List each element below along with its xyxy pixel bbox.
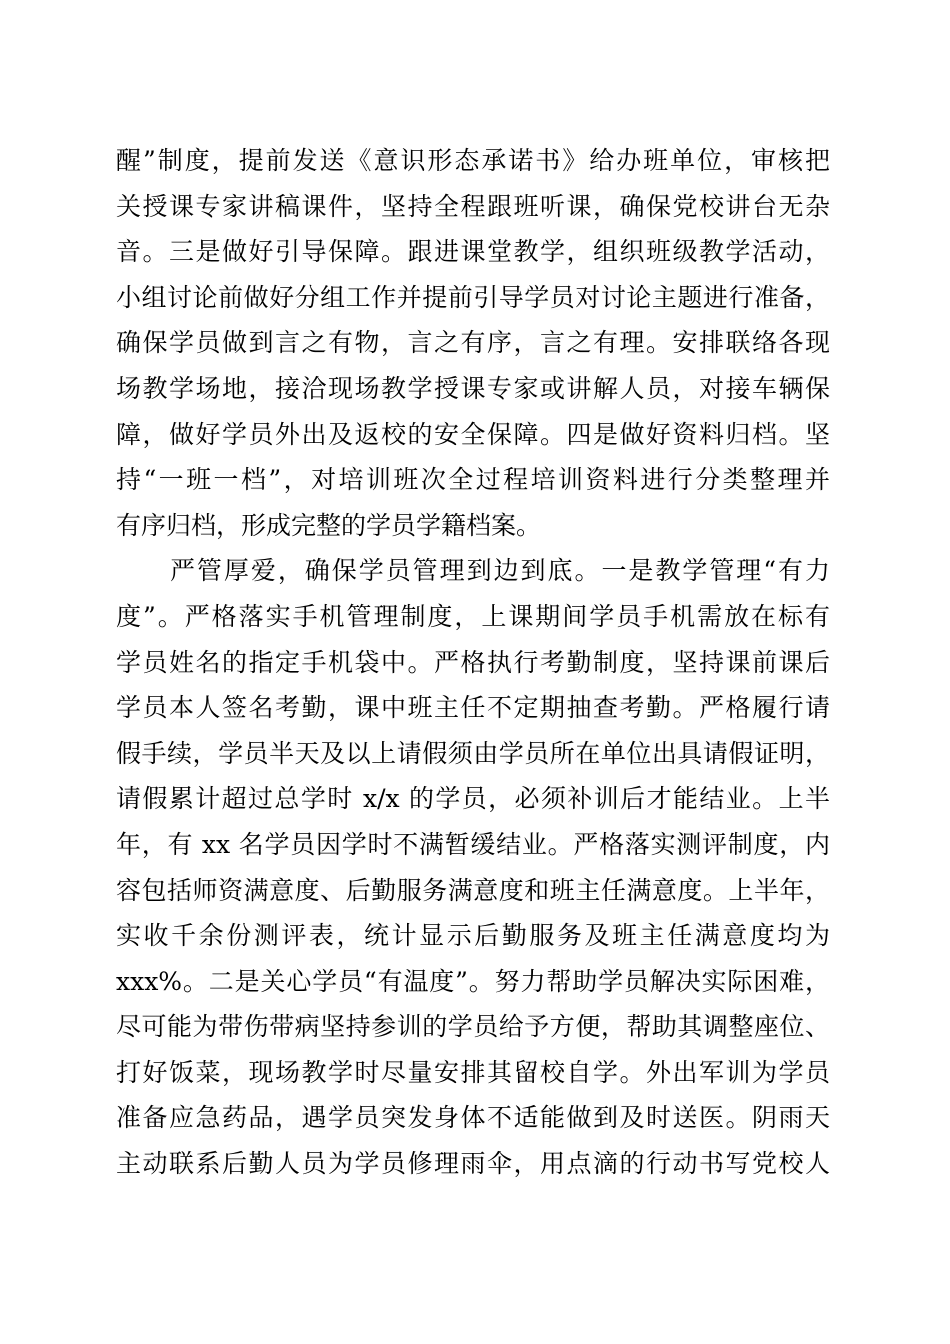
text-line: 年，有 xx 名学员因学时不满暂缓结业。严格落实测评制度，内	[116, 829, 830, 859]
text-line: 学员本人签名考勤，课中班主任不定期抽查考勤。严格履行请	[116, 693, 830, 723]
text-line: 准备应急药品，遇学员突发身体不适能做到及时送医。阴雨天	[116, 1103, 830, 1133]
text-line: 小组讨论前做好分组工作并提前引导学员对讨论主题进行准备，	[116, 282, 830, 312]
text-line: 学员姓名的指定手机袋中。严格执行考勤制度，坚持课前课后	[116, 647, 830, 677]
text-line: 打好饭菜，现场教学时尽量安排其留校自学。外出军训为学员	[116, 1057, 830, 1087]
text-line: 障，做好学员外出及返校的安全保障。四是做好资料归档。坚	[116, 419, 830, 449]
text-line: 度”。严格落实手机管理制度，上课期间学员手机需放在标有	[116, 601, 830, 631]
paragraph	[116, 138, 830, 548]
text-line: 请假累计超过总学时 x/x 的学员，必须补训后才能结业。上半	[116, 784, 830, 814]
text-line: 持“一班一档”，对培训班次全过程培训资料进行分类整理并	[116, 465, 830, 495]
text-line: 场教学场地，接洽现场教学授课专家或讲解人员，对接车辆保	[116, 373, 830, 403]
paragraph	[116, 548, 830, 1186]
text-line: 容包括师资满意度、后勤服务满意度和班主任满意度。上半年，	[116, 875, 830, 905]
text-line: 确保学员做到言之有物，言之有序，言之有理。安排联络各现	[116, 328, 830, 358]
text-line: 尽可能为带伤带病坚持参训的学员给予方便，帮助其调整座位、	[116, 1012, 830, 1042]
text-line: 音。三是做好引导保障。跟进课堂教学，组织班级教学活动，	[116, 237, 830, 267]
text-line: 醒”制度，提前发送《意识形态承诺书》给办班单位，审核把	[116, 146, 830, 175]
text-line: 有序归档，形成完整的学员学籍档案。	[116, 510, 542, 540]
text-line: 实收千余份测评表，统计显示后勤服务及班主任满意度均为	[116, 921, 830, 951]
text-line: 严管厚爱，确保学员管理到边到底。一是教学管理“有力	[116, 556, 830, 586]
text-line: 关授课专家讲稿课件，坚持全程跟班听课，确保党校讲台无杂	[116, 191, 830, 221]
text-line: 假手续，学员半天及以上请假须由学员所在单位出具请假证明，	[116, 738, 830, 768]
document-body	[116, 138, 830, 1187]
text-line: 主动联系后勤人员为学员修理雨伞，用点滴的行动书写党校人	[116, 1149, 830, 1179]
text-line: xxx%。二是关心学员“有温度”。努力帮助学员解决实际困难，	[116, 966, 830, 996]
